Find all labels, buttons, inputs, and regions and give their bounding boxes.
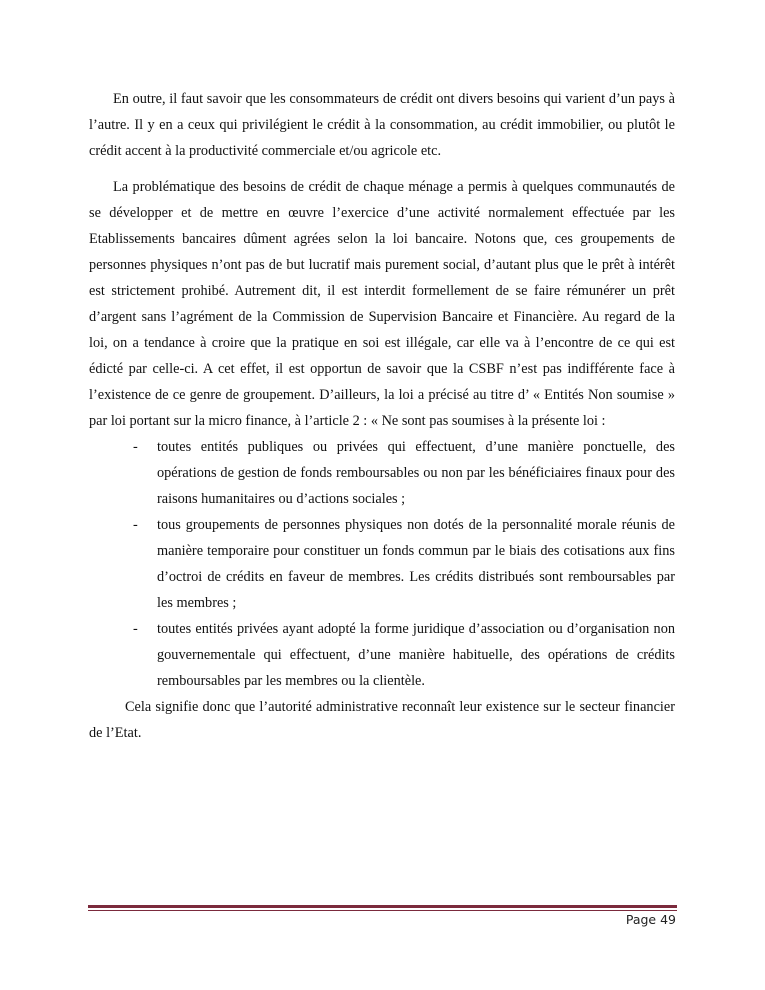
footer-rule-thin: [88, 910, 677, 911]
exemption-list: [89, 434, 675, 694]
paragraph-closing: Cela signifie donc que l’autorité administrative reconnaît leur existence sur le secteur financier de l’Etat.: [89, 699, 675, 741]
dash-marker: -: [133, 517, 138, 533]
page-number: Page 49: [625, 912, 676, 927]
page-body: [89, 86, 675, 746]
list-item-text: toutes entités publiques ou privées qui effectuent, d’une manière ponctuelle, des opérations de gestion de fonds remboursables ou non par les bénéficiaires finaux pour des raisons humanitaires ou d’actions sociales ;: [157, 439, 675, 507]
list-item-text: tous groupements de personnes physiques non dotés de la personnalité morale réunis de manière temporaire pour constituer un fonds commun par le biais des cotisations aux fins d’octroi de crédits en faveur de membres. Les crédits distribués sont remboursables par les membres ;: [157, 517, 675, 611]
paragraph-consumer-needs: En outre, il faut savoir que les consommateurs de crédit ont divers besoins qui varient d’un pays à l’autre. Il y en a ceux qui privilégient le crédit à la consommation, au crédit immobilier, ou plutôt le crédit accent à la productivité commerciale et/ou agricole etc.: [89, 91, 675, 159]
footer-rule-thick: [88, 905, 677, 908]
list-item: [89, 434, 675, 512]
list-item: [89, 616, 675, 694]
list-item: [89, 512, 675, 616]
dash-marker: -: [133, 439, 138, 455]
dash-marker: -: [133, 621, 138, 637]
paragraph-credit-groups: La problématique des besoins de crédit de chaque ménage a permis à quelques communautés de se développer et de mettre en œuvre l’exercice d’une activité normalement effectuée par les Etablissements bancaires dûment agrées selon la loi bancaire. Notons que, ces groupements de personnes physiques n’ont pas de but lucratif mais purement social, d’autant plus que le prêt à intérêt est strictement prohibé. Autrement dit, il est interdit formellement de se faire rémunérer un prêt d’argent sans l’agrément de la Commission de Supervision Bancaire et Financière. Au regard de la loi, on a tendance à croire que la pratique en soi est illégale, car elle va à l’encontre de ce qui est édicté par celle-ci. A cet effet, il est opportun de savoir que la CSBF n’est pas indifférente face à l’existence de ce genre de groupement. D’ailleurs, la loi a précisé au titre d’ « Entités Non soumise » par loi portant sur la micro finance, à l’article 2 : « Ne sont pas soumises à la présente loi :: [89, 179, 675, 429]
list-item-text: toutes entités privées ayant adopté la forme juridique d’association ou d’organisation non gouvernementale qui effectuent, d’une manière habituelle, des opérations de crédits remboursables par les membres ou la clientèle.: [157, 621, 675, 689]
